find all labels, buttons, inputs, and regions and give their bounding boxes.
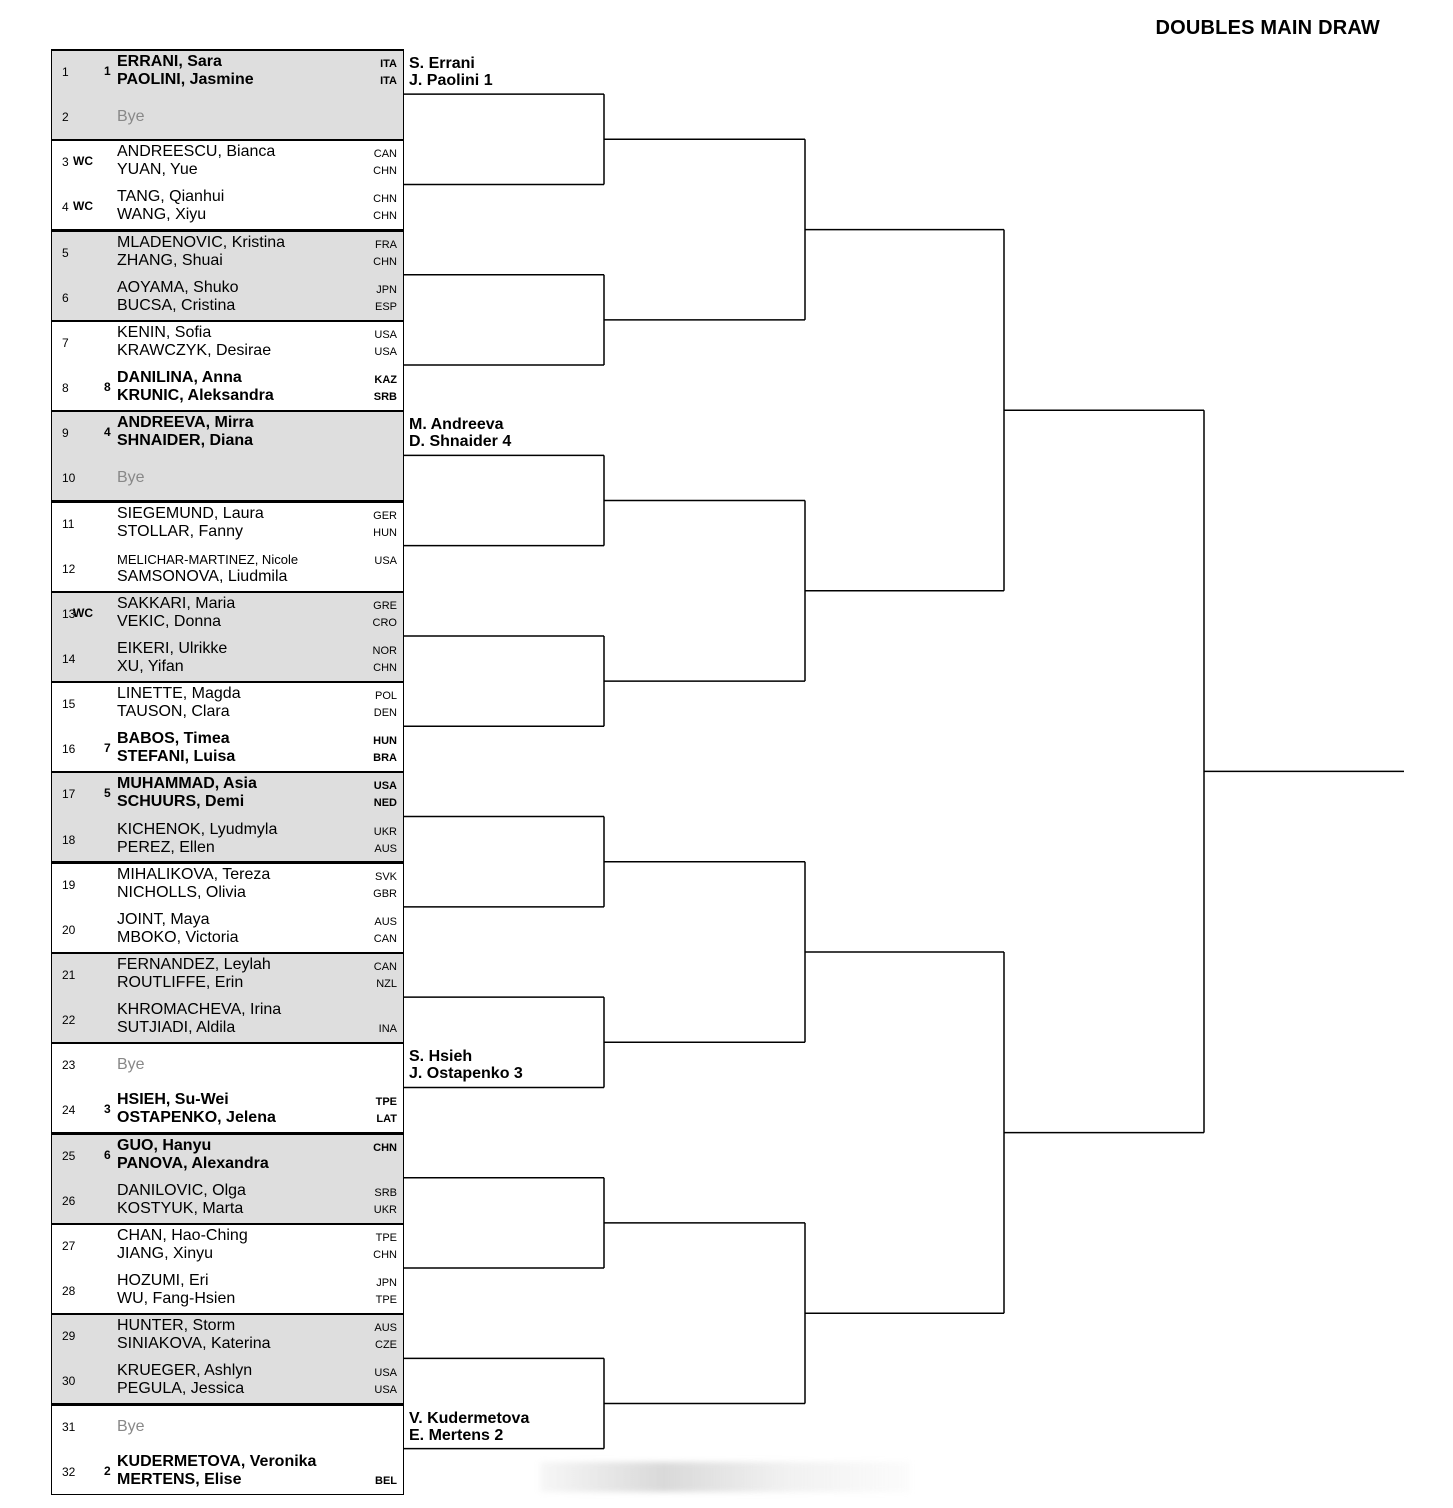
player-2-name: VEKIC, Donna (117, 612, 222, 630)
draw-position: 8 (62, 381, 69, 396)
player-2-name: PEGULA, Jessica (117, 1380, 245, 1398)
player-2-country: LAT (376, 1113, 397, 1126)
seed-number: 7 (104, 741, 111, 756)
player-2-country: NED (373, 797, 397, 810)
player-1-country: HUN (373, 735, 397, 748)
player-2-country: BEL (375, 1474, 397, 1487)
draw-position: 11 (62, 516, 75, 531)
advancer-line-1: S. Hsieh (409, 1048, 473, 1066)
draw-position: 4 (62, 200, 69, 215)
player-2-name: MBOKO, Victoria (117, 928, 239, 946)
player-1-country: GER (373, 509, 397, 522)
draw-position: 17 (62, 787, 76, 802)
player-1-country: POL (374, 690, 397, 703)
player-2-country: CHN (373, 661, 397, 674)
draw-position: 27 (62, 1238, 76, 1253)
draw-position: 18 (62, 832, 76, 847)
player-1-name: SIEGEMUND, Laura (117, 504, 264, 522)
player-1-name: DANILOVIC, Olga (117, 1181, 246, 1199)
player-2-name: KRUNIC, Aleksandra (117, 387, 274, 405)
draw-position: 25 (62, 1148, 76, 1163)
seed-number: 3 (104, 1102, 111, 1117)
player-2-name: PANOVA, Alexandra (117, 1154, 269, 1172)
seed-number: 8 (104, 380, 111, 395)
player-2-name: XU, Yifan (117, 657, 184, 675)
player-1-country: JPN (376, 283, 397, 296)
player-2-name: SCHUURS, Demi (117, 793, 245, 811)
player-1-name: DANILINA, Anna (117, 369, 242, 387)
player-2-country: CHN (373, 255, 397, 268)
player-1-name: HOZUMI, Eri (117, 1272, 209, 1290)
draw-position: 9 (62, 426, 69, 441)
draw-position: 16 (62, 742, 76, 757)
player-2-country: ITA (380, 75, 397, 87)
player-2-country: USA (374, 1384, 397, 1397)
player-2-country: CHN (373, 210, 397, 223)
player-1-country: USA (374, 554, 397, 567)
draw-position: 20 (62, 922, 76, 937)
player-2-country: BRA (373, 752, 397, 765)
player-2-country: CRO (372, 616, 397, 629)
bye-label: Bye (117, 108, 145, 126)
draw-title: DOUBLES MAIN DRAW (1155, 17, 1380, 39)
player-2-name: PAOLINI, Jasmine (117, 71, 254, 88)
player-2-name: JIANG, Xinyu (117, 1244, 214, 1262)
draw-position: 14 (62, 651, 76, 666)
player-2-name: STOLLAR, Fanny (117, 522, 243, 540)
player-2-country: CHN (373, 1248, 397, 1261)
player-1-name: GUO, Hanyu (117, 1136, 212, 1154)
player-1-name: CHAN, Hao-Ching (117, 1226, 248, 1244)
player-1-country: NOR (372, 644, 397, 657)
player-2-country: CZE (375, 1339, 397, 1352)
player-1-name: KHROMACHEVA, Irina (117, 1001, 282, 1019)
player-1-name: KICHENOK, Lyudmyla (117, 820, 278, 838)
player-1-name: JOINT, Maya (117, 910, 210, 928)
player-1-name: SAKKARI, Maria (117, 594, 236, 612)
player-2-name: TAUSON, Clara (117, 703, 230, 721)
player-1-country: USA (374, 1367, 397, 1380)
player-1-name: BABOS, Timea (117, 730, 230, 748)
player-1-country: CAN (373, 961, 397, 973)
player-1-name: ANDREESCU, Bianca (117, 143, 276, 161)
player-2-name: PEREZ, Ellen (117, 838, 215, 856)
advancer-line-2: E. Mertens 2 (409, 1426, 504, 1444)
player-1-country: FRA (375, 238, 397, 251)
advancer-line-2: D. Shnaider 4 (409, 433, 512, 451)
player-2-name: SUTJIADI, Aldila (117, 1019, 236, 1037)
player-1-name: EIKERI, Ulrikke (117, 639, 228, 657)
player-2-name: OSTAPENKO, Jelena (117, 1109, 276, 1127)
player-1-name: MUHAMMAD, Asia (117, 775, 257, 793)
bye-label: Bye (117, 469, 145, 487)
player-1-country: AUS (374, 1322, 397, 1335)
player-1-country: TPE (375, 1231, 397, 1244)
player-2-country: TPE (375, 1294, 397, 1307)
player-1-name: KUDERMETOVA, Veronika (117, 1452, 317, 1470)
player-1-name: KRUEGER, Ashlyn (117, 1362, 253, 1380)
player-2-name: BUCSA, Cristina (117, 296, 236, 314)
player-2-name: STEFANI, Luisa (117, 748, 236, 766)
watermark-blur (540, 1462, 910, 1492)
seed-number: 2 (104, 1463, 111, 1478)
player-1-name: AOYAMA, Shuko (117, 278, 239, 296)
player-2-name: SAMSONOVA, Liudmila (117, 567, 288, 585)
draw-position: 10 (62, 471, 76, 486)
player-2-country: DEN (373, 707, 397, 720)
advancer-line-1: S. Errani (409, 55, 475, 73)
player-2-name: SHNAIDER, Diana (117, 432, 254, 450)
bye-label: Bye (117, 1417, 145, 1435)
draw-position: 19 (62, 877, 76, 892)
entry-status: WC (73, 199, 93, 214)
player-2-name: KRAWCZYK, Desirae (117, 341, 272, 359)
seed-number: 6 (104, 1147, 111, 1162)
player-1-name: MLADENOVIC, Kristina (117, 233, 286, 251)
draw-position: 26 (62, 1193, 76, 1208)
draw-position: 32 (62, 1464, 76, 1479)
player-2-name: YUAN, Yue (117, 161, 198, 179)
draw-position: 28 (62, 1284, 76, 1299)
advancer-line-1: M. Andreeva (409, 416, 504, 434)
bye-label: Bye (117, 1056, 145, 1074)
player-2-country: CHN (373, 165, 397, 178)
player-1-country: CHN (373, 1141, 397, 1154)
player-1-country: ITA (380, 58, 397, 70)
seed-number: 5 (104, 786, 111, 801)
draw-position: 31 (62, 1419, 76, 1434)
player-1-country: SVK (374, 870, 397, 883)
player-2-country: INA (378, 1023, 397, 1036)
advancer-line-2: J. Paolini 1 (409, 72, 493, 90)
player-2-name: MERTENS, Elise (117, 1470, 242, 1488)
player-2-name: WU, Fang-Hsien (117, 1290, 236, 1308)
draw-position: 12 (62, 561, 76, 576)
player-2-country: NZL (376, 978, 397, 990)
draw-position: 5 (62, 245, 69, 260)
player-1-country: AUS (374, 915, 397, 928)
draw-position: 3 (62, 155, 69, 170)
player-1-country: USA (373, 780, 397, 793)
player-1-name: ANDREEVA, Mirra (117, 414, 254, 432)
draw-position: 22 (62, 1013, 76, 1028)
draw-position: 7 (62, 335, 69, 350)
player-1-country: JPN (376, 1277, 397, 1290)
player-2-country: USA (374, 345, 397, 358)
draw-position: 24 (62, 1103, 76, 1118)
player-2-name: WANG, Xiyu (117, 206, 207, 224)
entry-status: WC (73, 605, 93, 620)
player-1-name: HUNTER, Storm (117, 1317, 236, 1335)
player-1-country: KAZ (374, 374, 397, 387)
player-2-country: SRB (373, 391, 397, 404)
player-2-country: GBR (373, 887, 397, 900)
player-1-name: HSIEH, Su-Wei (117, 1091, 229, 1109)
player-2-name: KOSTYUK, Marta (117, 1199, 244, 1217)
player-1-name: TANG, Qianhui (117, 188, 225, 206)
draw-position: 30 (62, 1374, 76, 1389)
player-2-name: ROUTLIFFE, Erin (117, 974, 244, 991)
player-2-country: HUN (373, 526, 397, 539)
seed-number: 4 (104, 425, 111, 440)
player-1-name: FERNANDEZ, Leylah (117, 956, 271, 973)
player-2-country: AUS (374, 842, 397, 855)
player-2-name: SINIAKOVA, Katerina (117, 1335, 271, 1353)
entry-status: WC (73, 154, 93, 169)
draw-position: 1 (62, 65, 69, 79)
player-1-name: LINETTE, Magda (117, 685, 241, 703)
draw-position: 2 (62, 110, 69, 125)
draw-position: 23 (62, 1058, 76, 1073)
draw-position: 29 (62, 1329, 76, 1344)
player-1-name: KENIN, Sofia (117, 323, 212, 341)
player-1-country: SRB (374, 1186, 397, 1199)
player-2-name: ZHANG, Shuai (117, 251, 223, 269)
advancer-line-2: J. Ostapenko 3 (409, 1065, 523, 1083)
player-1-name: ERRANI, Sara (117, 53, 222, 70)
player-1-country: GRE (373, 599, 397, 612)
player-2-name: NICHOLLS, Olivia (117, 883, 246, 901)
player-1-country: CHN (373, 193, 397, 206)
player-1-name: MELICHAR-MARTINEZ, Nicole (117, 551, 299, 567)
player-2-country: CAN (373, 932, 397, 945)
draw-position: 6 (62, 290, 69, 305)
player-1-country: UKR (373, 825, 397, 838)
seed-number: 1 (104, 64, 111, 78)
player-1-name: MIHALIKOVA, Tereza (117, 865, 271, 883)
player-1-country: CAN (373, 148, 397, 161)
player-1-country: USA (374, 328, 397, 341)
player-2-country: UKR (373, 1203, 397, 1216)
player-1-country: TPE (375, 1096, 397, 1109)
player-2-country: ESP (374, 300, 397, 313)
draw-position: 21 (62, 968, 76, 982)
draw-position: 15 (62, 697, 76, 712)
advancer-line-1: V. Kudermetova (409, 1409, 530, 1427)
draw-position: 13 (62, 606, 76, 621)
